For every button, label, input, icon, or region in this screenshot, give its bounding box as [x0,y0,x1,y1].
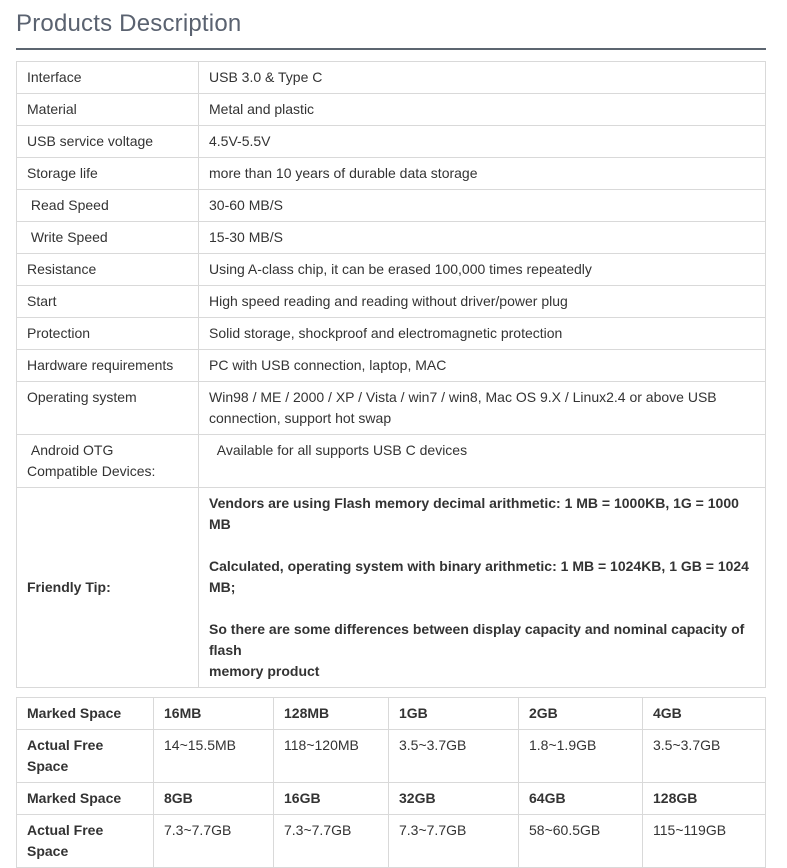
title-divider [16,48,766,50]
spec-key: Start [17,286,199,318]
spec-value: more than 10 years of durable data storage [199,158,766,190]
table-row [17,488,766,688]
marked-space-label: Marked Space [17,783,154,815]
actual-free-space-value: 7.3~7.7GB [389,815,519,868]
actual-free-space-value: 58~60.5GB [519,815,643,868]
spec-key: Read Speed [17,190,199,222]
marked-space-value: 1GB [389,698,519,730]
spec-key: Resistance [17,254,199,286]
marked-space-value: 16GB [274,783,389,815]
marked-space-value: 128MB [274,698,389,730]
spec-key: Storage life [17,158,199,190]
spec-key: Protection [17,318,199,350]
spec-table [16,61,766,688]
table-row [17,94,766,126]
spec-value: PC with USB connection, laptop, MAC [199,350,766,382]
actual-free-space-value: 7.3~7.7GB [274,815,389,868]
spec-key: Write Speed [17,222,199,254]
table-row [17,698,766,730]
actual-free-space-value: 1.8~1.9GB [519,730,643,783]
spec-key: Material [17,94,199,126]
marked-space-value: 8GB [154,783,274,815]
friendly-tip-label: Friendly Tip: [17,488,199,688]
spec-value: 4.5V-5.5V [199,126,766,158]
table-row [17,158,766,190]
table-row [17,730,766,783]
spec-key: Interface [17,62,199,94]
tip-line: Vendors are using Flash memory decimal arithmetic: 1 MB = 1000KB, 1G = 1000 MB [209,495,739,532]
spec-value: Available for all supports USB C devices [199,435,766,488]
marked-space-value: 128GB [643,783,766,815]
tip-line: Calculated, operating system with binary arithmetic: 1 MB = 1024KB, 1 GB = 1024 MB; [209,558,749,595]
capacity-table [16,697,766,868]
actual-free-space-value: 3.5~3.7GB [643,730,766,783]
table-row [17,815,766,868]
actual-free-space-value: 118~120MB [274,730,389,783]
spec-value: USB 3.0 & Type C [199,62,766,94]
spec-value: 30-60 MB/S [199,190,766,222]
spec-value: Using A-class chip, it can be erased 100,000 times repeatedly [199,254,766,286]
table-row [17,126,766,158]
spec-key: USB service voltage [17,126,199,158]
table-row [17,286,766,318]
table-row [17,62,766,94]
page-title: Products Description [16,10,242,37]
table-row [17,222,766,254]
spec-key: Android OTG Compatible Devices: [17,435,199,488]
spec-value: Solid storage, shockproof and electromagnetic protection [199,318,766,350]
spec-value: Win98 / ME / 2000 / XP / Vista / win7 / win8, Mac OS 9.X / Linux2.4 or above USB connection, support hot swap [199,382,766,435]
tip-line: memory product [209,663,320,679]
table-row [17,350,766,382]
marked-space-value: 32GB [389,783,519,815]
actual-free-space-value: 3.5~3.7GB [389,730,519,783]
actual-free-space-value: 14~15.5MB [154,730,274,783]
actual-free-space-value: 7.3~7.7GB [154,815,274,868]
marked-space-value: 16MB [154,698,274,730]
actual-free-space-label: Actual Free Space [17,730,154,783]
friendly-tip-content [199,488,766,688]
table-row [17,254,766,286]
actual-free-space-value: 115~119GB [643,815,766,868]
spec-value: Metal and plastic [199,94,766,126]
spec-key: Operating system [17,382,199,435]
marked-space-value: 2GB [519,698,643,730]
table-row [17,382,766,435]
spec-value: High speed reading and reading without driver/power plug [199,286,766,318]
tip-line: So there are some differences between display capacity and nominal capacity of flash [209,621,745,658]
marked-space-value: 4GB [643,698,766,730]
table-row [17,783,766,815]
actual-free-space-label: Actual Free Space [17,815,154,868]
spec-value: 15-30 MB/S [199,222,766,254]
marked-space-value: 64GB [519,783,643,815]
table-row [17,435,766,488]
table-row [17,190,766,222]
table-row [17,318,766,350]
marked-space-label: Marked Space [17,698,154,730]
spec-key: Hardware requirements [17,350,199,382]
